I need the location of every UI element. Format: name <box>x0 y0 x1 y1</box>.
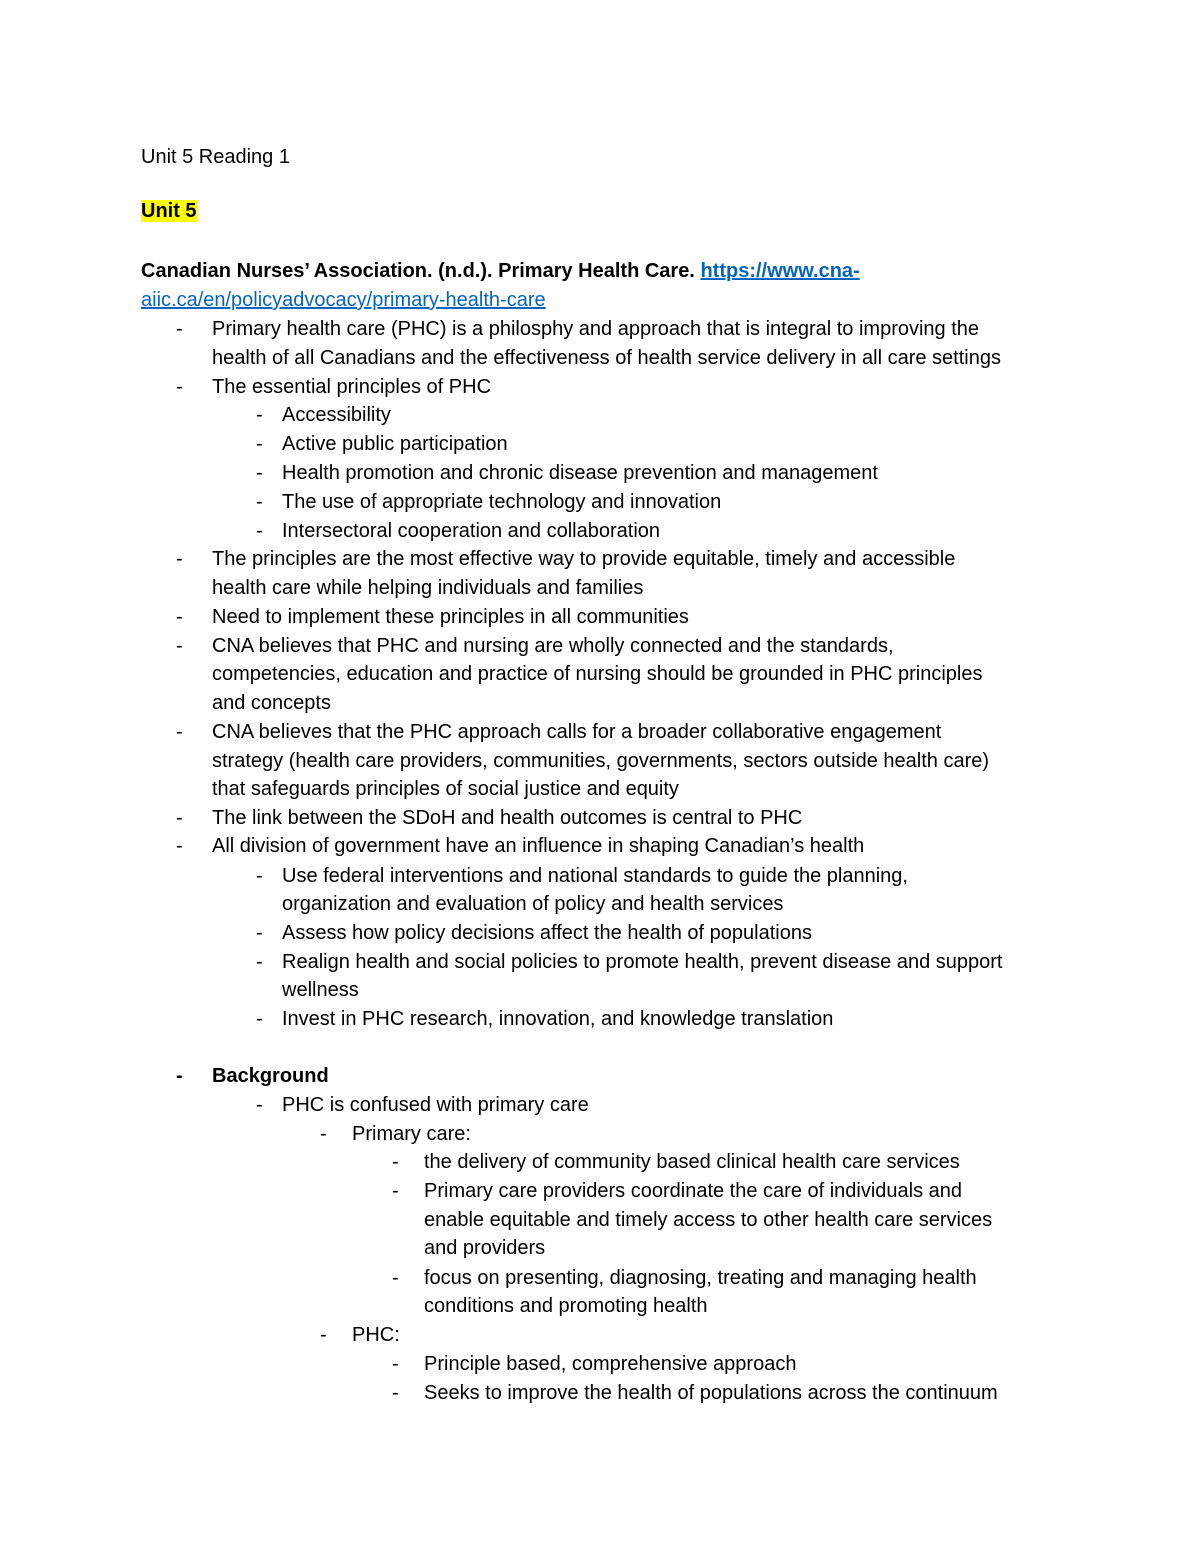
bullet-dash: - <box>320 1123 327 1145</box>
document-title: Unit 5 Reading 1 <box>141 146 290 168</box>
bullet-essential-principles: The essential principles of PHC <box>212 376 492 398</box>
primary-care-providers: Primary care providers coordinate the care of individuals and <box>424 1180 963 1202</box>
gov-realign-cont: wellness <box>282 979 359 1001</box>
citation-text: Canadian Nurses’ Association. (n.d.). Primary Health Care. <box>141 260 695 282</box>
bullet-cna-approach: CNA believes that the PHC approach calls for a broader collaborative engagement <box>212 721 942 743</box>
bullet-dash: - <box>256 462 263 484</box>
unit-heading <box>141 197 197 226</box>
primary-care-label: Primary care: <box>352 1123 471 1145</box>
bullet-dash: - <box>256 404 263 426</box>
bullet-dash: - <box>392 1382 399 1404</box>
citation-line <box>141 257 860 286</box>
gov-federal: Use federal interventions and national standards to guide the planning, <box>282 865 908 887</box>
background-confused: PHC is confused with primary care <box>282 1094 589 1116</box>
bullet-principles-effective: The principles are the most effective way to provide equitable, timely and accessible <box>212 548 956 570</box>
citation-link-part2[interactable]: aiic.ca/en/policyadvocacy/primary-health-care <box>141 289 546 311</box>
bullet-dash: - <box>256 922 263 944</box>
bullet-cna-nursing-cont2: and concepts <box>212 692 331 714</box>
citation-link-part1[interactable]: https://www.cna- <box>700 260 860 282</box>
bullet-dash: - <box>320 1324 327 1346</box>
phc-improve-health: Seeks to improve the health of populations across the continuum <box>424 1382 998 1404</box>
gov-invest: Invest in PHC research, innovation, and knowledge translation <box>282 1008 834 1030</box>
bullet-dash: - <box>392 1267 399 1289</box>
bullet-dash: - <box>176 606 183 628</box>
bullet-dash: - <box>256 865 263 887</box>
bullet-dash: - <box>176 721 183 743</box>
background-heading: Background <box>212 1065 329 1087</box>
phc-principle-based: Principle based, comprehensive approach <box>424 1353 797 1375</box>
bullet-phc-definition-cont: health of all Canadians and the effectiveness of health service delivery in all care settings <box>212 347 1001 369</box>
bullet-dash: - <box>256 520 263 542</box>
bullet-dash: - <box>176 635 183 657</box>
bullet-dash: - <box>392 1180 399 1202</box>
bullet-dash: - <box>392 1151 399 1173</box>
bullet-dash: - <box>176 1065 183 1087</box>
bullet-phc-definition: Primary health care (PHC) is a philosphy and approach that is integral to improving the <box>212 318 980 340</box>
principle-intersectoral: Intersectoral cooperation and collaboration <box>282 520 661 542</box>
bullet-principles-effective-cont: health care while helping individuals and families <box>212 577 644 599</box>
primary-care-providers-cont2: and providers <box>424 1237 546 1259</box>
gov-federal-cont: organization and evaluation of policy and health services <box>282 893 784 915</box>
bullet-sdoh: The link between the SDoH and health outcomes is central to PHC <box>212 807 803 829</box>
gov-realign: Realign health and social policies to promote health, prevent disease and support <box>282 951 1003 973</box>
primary-care-providers-cont1: enable equitable and timely access to other health care services <box>424 1209 993 1231</box>
phc-label: PHC: <box>352 1324 400 1346</box>
primary-care-focus-cont: conditions and promoting health <box>424 1295 708 1317</box>
bullet-government: All division of government have an influence in shaping Canadian’s health <box>212 835 865 857</box>
bullet-cna-approach-cont2: that safeguards principles of social justice and equity <box>212 778 679 800</box>
bullet-dash: - <box>256 433 263 455</box>
unit-heading-highlight: Unit 5 <box>141 200 197 222</box>
citation-link-line2 <box>141 286 546 315</box>
gov-assess: Assess how policy decisions affect the health of populations <box>282 922 812 944</box>
bullet-dash: - <box>256 1094 263 1116</box>
principle-technology: The use of appropriate technology and innovation <box>282 491 722 513</box>
primary-care-focus: focus on presenting, diagnosing, treating and managing health <box>424 1267 977 1289</box>
principle-accessibility: Accessibility <box>282 404 391 426</box>
bullet-cna-approach-cont1: strategy (health care providers, communities, governments, sectors outside health care) <box>212 750 990 772</box>
bullet-dash: - <box>256 1008 263 1030</box>
principle-participation: Active public participation <box>282 433 508 455</box>
bullet-dash: - <box>256 491 263 513</box>
bullet-dash: - <box>176 318 183 340</box>
bullet-dash: - <box>176 548 183 570</box>
principle-health-promotion: Health promotion and chronic disease prevention and management <box>282 462 878 484</box>
bullet-dash: - <box>176 835 183 857</box>
bullet-dash: - <box>256 951 263 973</box>
bullet-dash: - <box>176 376 183 398</box>
bullet-dash: - <box>176 807 183 829</box>
bullet-implement: Need to implement these principles in all communities <box>212 606 689 628</box>
primary-care-delivery: the delivery of community based clinical health care services <box>424 1151 960 1173</box>
bullet-cna-nursing-cont1: competencies, education and practice of nursing should be grounded in PHC principles <box>212 663 983 685</box>
bullet-cna-nursing: CNA believes that PHC and nursing are wholly connected and the standards, <box>212 635 894 657</box>
bullet-dash: - <box>392 1353 399 1375</box>
